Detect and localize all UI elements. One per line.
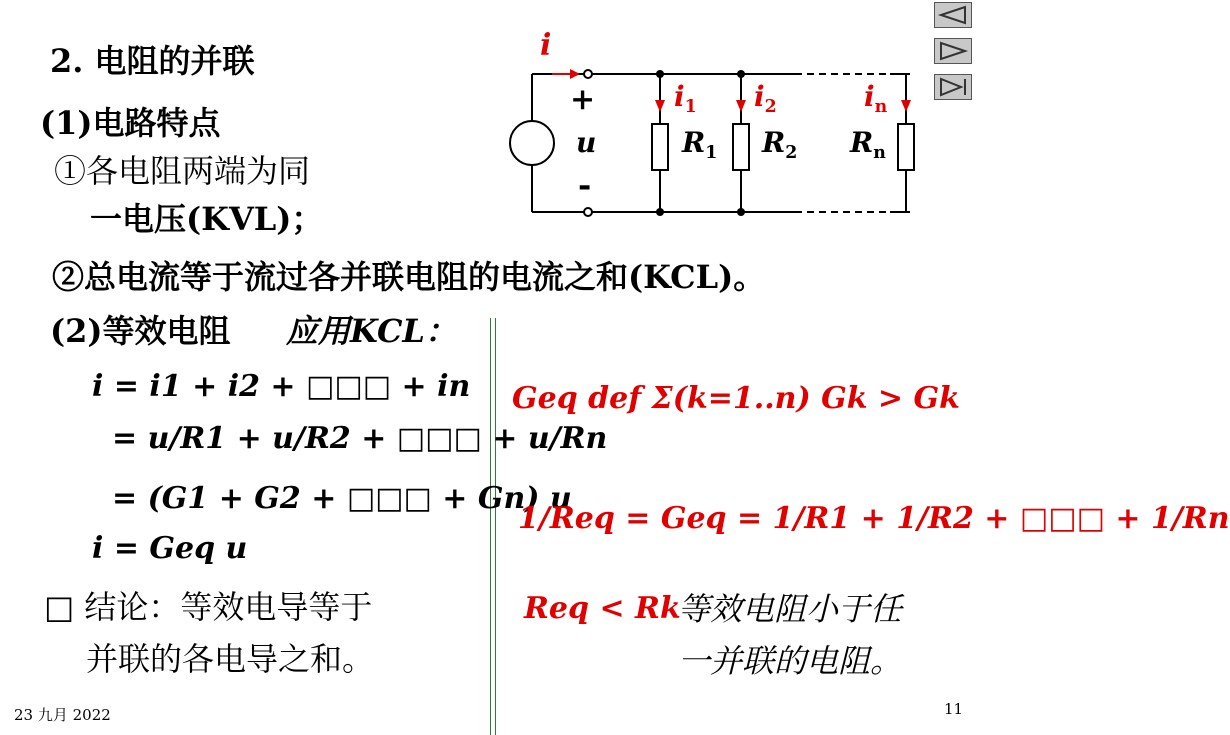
point2: ②总电流等于流过各并联电阻的电流之和(KCL)。 [52, 258, 766, 296]
req-note-line2: 一并联的电阻。 [678, 642, 903, 680]
point1-line2: 一电压(KVL)； [90, 200, 324, 238]
circuit-voltage-u: u [576, 126, 597, 159]
resistor-1-label: $R_1$ [682, 126, 718, 164]
geq-definition: Geq def Σ(k=1..n) Gk > Gk [512, 381, 960, 416]
conclusion-line1: □ 结论：等效电导等于 [44, 588, 373, 626]
circuit-plus: + [570, 82, 596, 117]
next-slide-button[interactable] [934, 38, 972, 64]
branch-n-current: $i_n$ [864, 80, 888, 118]
heading: 2. 电阻的并联 [50, 42, 255, 80]
skip-to-end-icon [935, 75, 971, 99]
equation-ohm: = u/R1 + u/R2 + □□□ + u/Rn [112, 421, 608, 456]
resistor-n-label: $R_n$ [850, 126, 886, 164]
previous-slide-button[interactable] [934, 2, 972, 28]
equation-geq: i = Geq u [92, 531, 248, 566]
branch-1 [652, 70, 668, 216]
branch-1-current: $i_1$ [674, 80, 697, 118]
voltage-source-icon [510, 121, 554, 165]
section1-title: (1)电路特点 [40, 104, 221, 142]
point1-line1: ①各电阻两端为同 [54, 152, 311, 190]
req-note-line1: 等效电阻小于任 [678, 590, 903, 628]
footer-date: 23 九月 2022 [14, 706, 111, 724]
section2-title: (2)等效电阻 [50, 312, 231, 350]
last-slide-button[interactable] [934, 74, 972, 100]
equation-kcl: i = i1 + i2 + □□□ + in [92, 369, 471, 404]
triangle-left-icon [935, 3, 971, 27]
resistor-2-label: $R_2$ [762, 126, 798, 164]
apply-kcl: 应用KCL： [286, 312, 457, 350]
circuit-minus: - [578, 166, 592, 204]
conclusion-line2: 并联的各电导之和。 [86, 640, 375, 678]
triangle-right-icon [935, 39, 971, 63]
req-compare: Req < Rk [524, 591, 681, 626]
page-number: 11 [944, 700, 964, 718]
branch-2-current: $i_2$ [754, 80, 777, 118]
circuit-current-i: i [540, 28, 552, 63]
req-formula: 1/Req = Geq = 1/R1 + 1/R2 + □□□ + 1/Rn [518, 501, 1230, 536]
branch-2 [733, 70, 749, 216]
divider-line [490, 318, 496, 735]
branch-n [898, 74, 914, 212]
equation-conductance: = (G1 + G2 + □□□ + Gn) u [112, 481, 572, 516]
